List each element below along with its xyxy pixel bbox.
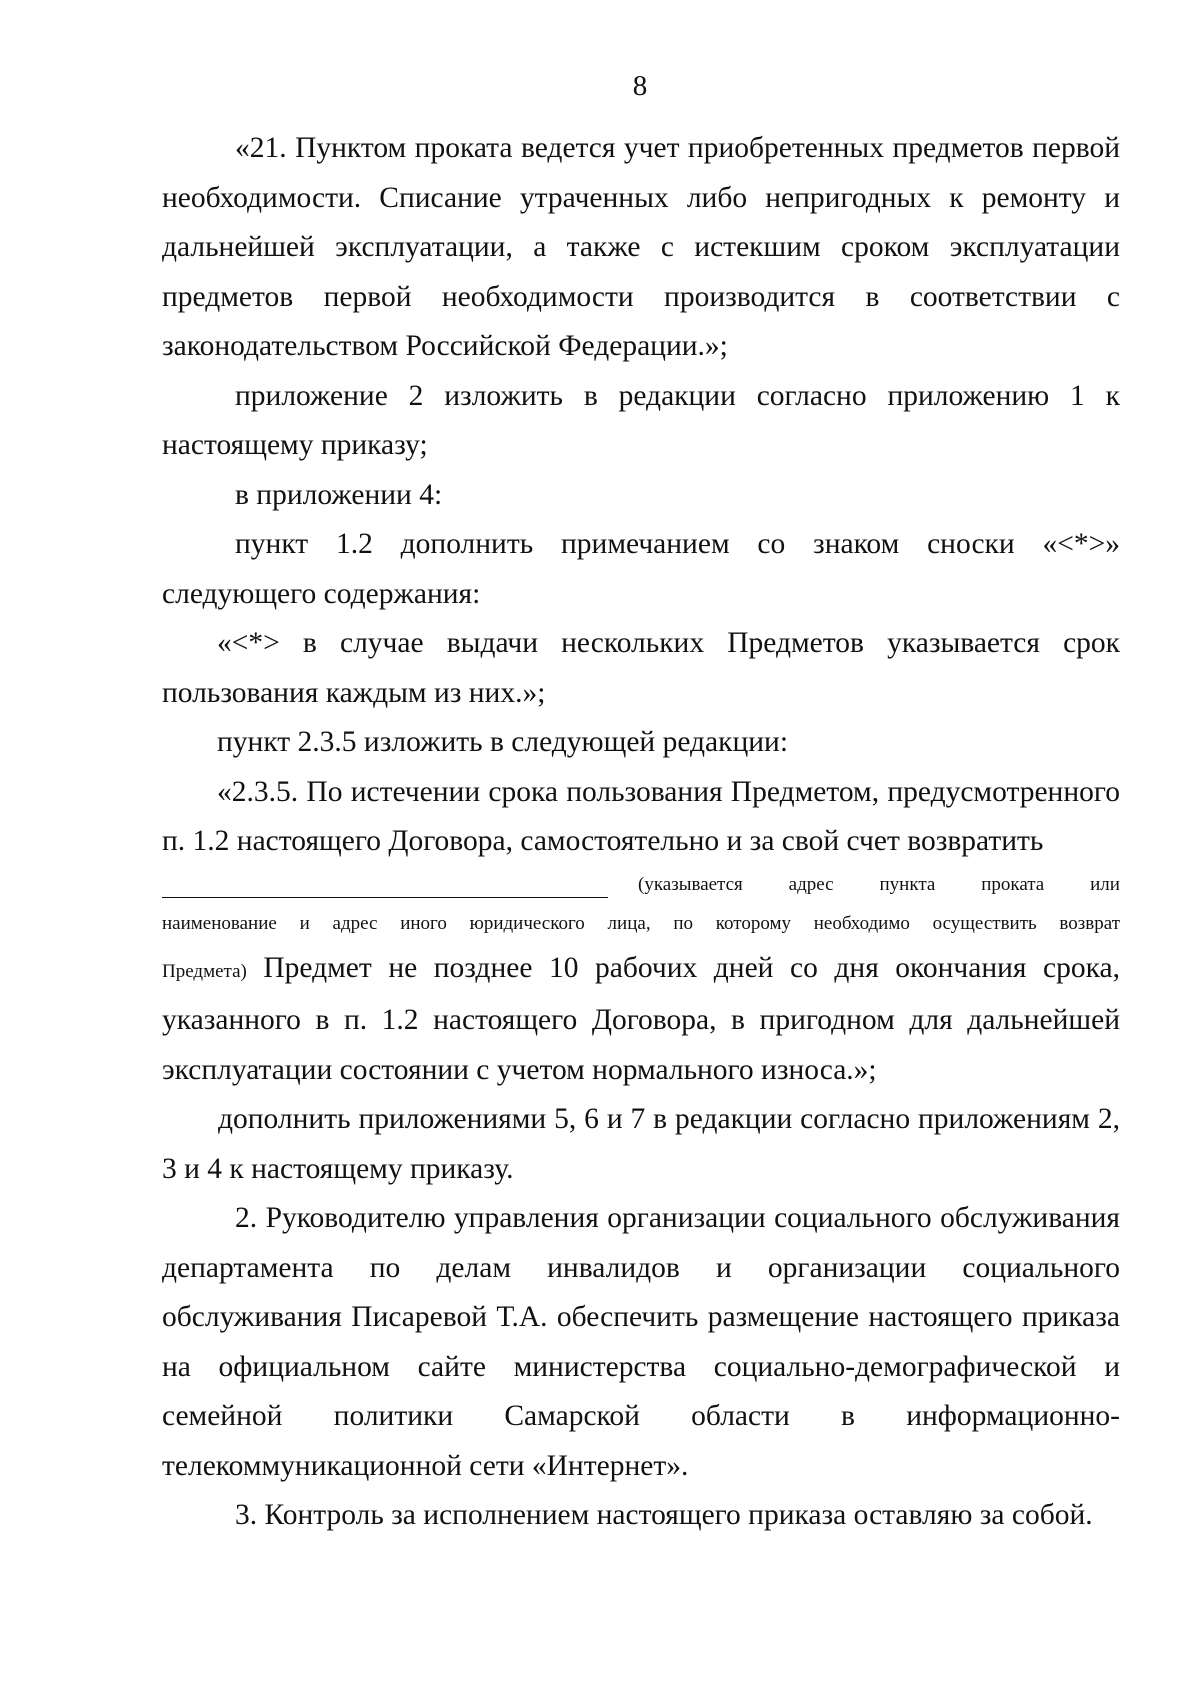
fill-in-line <box>162 871 608 898</box>
paragraph-point-2-3-5: пункт 2.3.5 изложить в следующей редакции: <box>217 726 789 758</box>
paragraph-item-21: «21. Пунктом проката ведется учет приобретенных предметов первой необходимости. Списание утраченных либо непригодных к ремонту и дальнейшей эксплуатации, а также с истекшим сроком эксплуатации предметов первой необходимости производится в соответствии с законодательством Российской Федерации.»; <box>162 132 1120 362</box>
hint-word: проката <box>981 873 1045 895</box>
paragraph-appendix-2: приложение 2 изложить в редакции согласно приложению 1 к настоящему приказу; <box>162 379 1120 461</box>
paragraph-item-2: 2. Руководителю управления организации социального обслуживания департамента по делам инвалидов и организации социального обслуживания Писаревой Т.А. обеспечить размещение настоящего приказа на официальном сайте министерства социально-демографической и семейной политики Самарской области в информационно-телекоммуникационной сети «Интернет». <box>162 1202 1120 1482</box>
fill-in-hint <box>638 872 1120 898</box>
paragraph-point-1-2: пункт 1.2 дополнить примечанием со знаком сноски «<*>» следующего содержания: <box>162 528 1120 610</box>
paragraph-appendices-5-7: дополнить приложениями 5, 6 и 7 в редакции согласно приложениям 2, 3 и 4 к настоящему приказу. <box>162 1103 1120 1185</box>
fill-in-field <box>162 871 1120 898</box>
hint-word: адрес <box>788 873 834 895</box>
fill-in-hint-line-2: наименование и адрес иного юридического лица, по которому необходимо осуществить возврат <box>162 912 1120 934</box>
paragraph-return-terms <box>162 944 1120 1096</box>
paragraph-footnote: «<*> в случае выдачи нескольких Предметов указывается срок пользования каждым из них.»; <box>162 627 1120 709</box>
return-terms-text: Предмет не позднее 10 рабочих дней со дня окончания срока, указанного в п. 1.2 настоящего Договора, в пригодном для дальнейшей эксплуатации состоянии с учетом нормального износа.»; <box>162 951 1120 1086</box>
fill-in-hint-line-3: Предмета) <box>162 960 247 982</box>
paragraph-2-3-5-text: «2.3.5. По истечении срока пользования Предметом, предусмотренного п. 1.2 настоящего Договора, самостоятельно и за свой счет возвратить <box>162 775 1120 857</box>
document-body <box>162 124 1120 1541</box>
hint-word: или <box>1090 873 1120 895</box>
hint-word: (указывается <box>638 873 743 895</box>
hint-word: пункта <box>879 873 936 895</box>
page-number: 8 <box>632 70 648 102</box>
paragraph-item-3: 3. Контроль за исполнением настоящего приказа оставляю за собой. <box>235 1499 1093 1531</box>
paragraph-appendix-4: в приложении 4: <box>235 478 443 511</box>
